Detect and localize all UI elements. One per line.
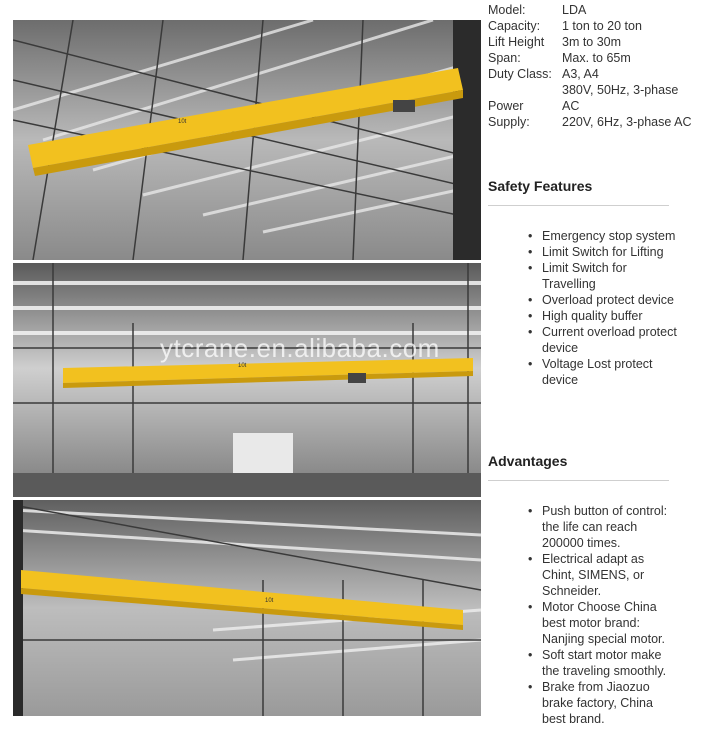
list-item: • High quality buffer [528, 308, 678, 324]
list-item: • Electrical adapt as Chint, SIMENS, or Schneider. [528, 551, 678, 599]
spec-row-capacity [488, 18, 698, 34]
list-item: • Current overload protect device [528, 324, 678, 356]
list-item: • Limit Switch for Travelling [528, 260, 678, 292]
list-item: • Emergency stop system [528, 228, 678, 244]
spec-label: Capacity: [488, 19, 541, 33]
safety-features-heading: Safety Features [488, 178, 593, 194]
spec-label: Model: [488, 3, 526, 17]
spec-label: Lift Height [488, 35, 545, 49]
spec-row-power-supply [488, 82, 698, 130]
safety-features-list [528, 228, 678, 388]
list-item: • Soft start motor make the traveling smoothly. [528, 647, 678, 679]
divider [488, 480, 669, 481]
spec-label: Span: [488, 51, 521, 65]
watermark: ytcrane.en.alibaba.com [160, 333, 440, 363]
spec-row-lift-height [488, 34, 698, 50]
spec-value: 3m to 30m [562, 35, 622, 49]
advantages-heading: Advantages [488, 453, 568, 469]
spec-value-group [562, 82, 698, 130]
list-item: • Overload protect device [528, 292, 678, 308]
spec-label: Power Supply: [488, 99, 530, 129]
spec-label: Duty Class: [488, 67, 552, 81]
spec-row-model [488, 2, 698, 18]
beam-label: 10t [178, 119, 187, 125]
list-item: • Voltage Lost protect device [528, 356, 678, 388]
list-item: • Motor Choose China best motor brand: Nanjing special motor. [528, 599, 678, 647]
spec-value: 1 ton to 20 ton [562, 19, 642, 33]
spec-value: 380V, 50Hz, 3-phase AC [562, 83, 679, 113]
beam-label: 10t [238, 363, 247, 369]
list-item: • Brake from Jiaozuo brake factory, China best brand. [528, 679, 678, 727]
list-item: • Limit Switch for Lifting [528, 244, 678, 260]
spec-table [488, 2, 698, 130]
list-item: • Push button of control: the life can reach 200000 times. [528, 503, 678, 551]
spec-value: A3, A4 [562, 67, 599, 81]
advantages-list [528, 503, 678, 727]
crane-photo-3 [13, 500, 481, 716]
crane-photo-2 [13, 263, 481, 497]
beam-label: 10t [265, 598, 274, 604]
spec-row-span [488, 50, 698, 66]
spec-row-duty-class [488, 66, 698, 82]
crane-photo-1 [13, 20, 481, 260]
spec-value: Max. to 65m [562, 51, 631, 65]
divider [488, 205, 669, 206]
spec-value: 220V, 6Hz, 3-phase AC [562, 115, 692, 129]
spec-value: LDA [562, 3, 587, 17]
